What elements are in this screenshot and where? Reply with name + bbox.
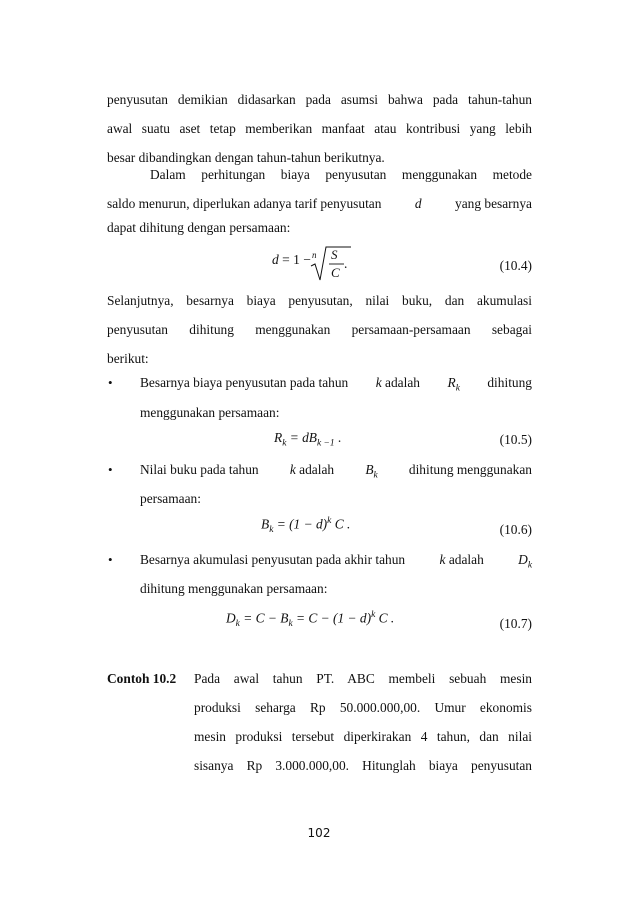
example-line: produksi seharga Rp 50.000.000,00. Umur ekonomis (194, 700, 532, 715)
fraction-numerator: S (331, 247, 338, 262)
math-var: $R_k$ (447, 375, 460, 394)
paragraph-line: penyusutan demikian didasarkan pada asumsi bahwa pada tahun-tahun (107, 92, 532, 107)
text-segment: k adalah (439, 552, 484, 567)
equation-number: (10.5) (499, 432, 532, 447)
math-var: d (414, 196, 422, 211)
paragraph-line: Selanjutnya, besarnya biaya penyusutan, nilai buku, dan akumulasi (107, 293, 532, 308)
root-index: n (312, 250, 317, 260)
page-number: 102 (307, 826, 331, 840)
bullet-line: menggunakan persamaan: (140, 405, 280, 420)
text-segment: Besarnya biaya penyusutan pada tahun (140, 375, 349, 390)
text-segment: dihitung (487, 375, 532, 390)
paragraph-line (107, 196, 532, 212)
bullet-line (140, 375, 532, 394)
paragraph-line: berikut: (107, 351, 149, 366)
math-var: $D_k$ (518, 552, 532, 571)
bullet-line (140, 462, 532, 481)
equation-number: (10.7) (499, 616, 532, 631)
text-segment: saldo menurun, diperlukan adanya tarif penyusutan (107, 196, 382, 211)
equation-period: . (344, 256, 348, 271)
paragraph-line: besar dibandingkan dengan tahun-tahun berikutnya. (107, 150, 385, 165)
equation-number: (10.6) (499, 522, 532, 537)
bullet-line: persamaan: (140, 491, 201, 506)
bullet-icon: • (108, 462, 113, 477)
text-segment: Besarnya akumulasi penyusutan pada akhir tahun (140, 552, 406, 567)
text-segment: dihitung menggunakan (408, 462, 532, 477)
paragraph-line: Dalam perhitungan biaya penyusutan menggunakan metode (150, 167, 532, 182)
example-line: sisanya Rp 3.000.000,00. Hitunglah biaya penyusutan (194, 758, 532, 773)
equation-10-5: $R_k = dB_{k -1}$ . (274, 430, 342, 449)
fraction-denominator: C (331, 265, 340, 280)
text-segment: k adalah (375, 375, 420, 390)
equation-10-4: d = 1 − (272, 252, 311, 267)
example-label: Contoh 10.2 (107, 671, 177, 686)
text-segment: k adalah (289, 462, 335, 477)
bullet-icon: • (108, 552, 113, 567)
paragraph-line: penyusutan dihitung menggunakan persamaan-persamaan sebagai (107, 322, 532, 337)
math-var: $B_k$ (365, 462, 378, 481)
paragraph-line: dapat dihitung dengan persamaan: (107, 220, 291, 235)
equation-10-6: $B_k = (1 - d)^k$ C . (261, 516, 351, 536)
equation-number: (10.4) (499, 258, 532, 273)
example-line: Pada awal tahun PT. ABC membeli sebuah mesin (194, 671, 532, 686)
bullet-line: dihitung menggunakan persamaan: (140, 581, 328, 596)
bullet-icon: • (108, 375, 113, 390)
equation-10-7: $D_k = C - B_k = C - (1 - d)^k$ C . (226, 610, 395, 630)
example-line: mesin produksi tersebut diperkirakan 4 tahun, dan nilai (194, 729, 532, 744)
bullet-line (140, 552, 532, 571)
text-segment: Nilai buku pada tahun (140, 462, 259, 477)
text-segment: yang besarnya (455, 196, 532, 211)
paragraph-line: awal suatu aset tetap memberikan manfaat atau kontribusi yang lebih (107, 121, 532, 136)
